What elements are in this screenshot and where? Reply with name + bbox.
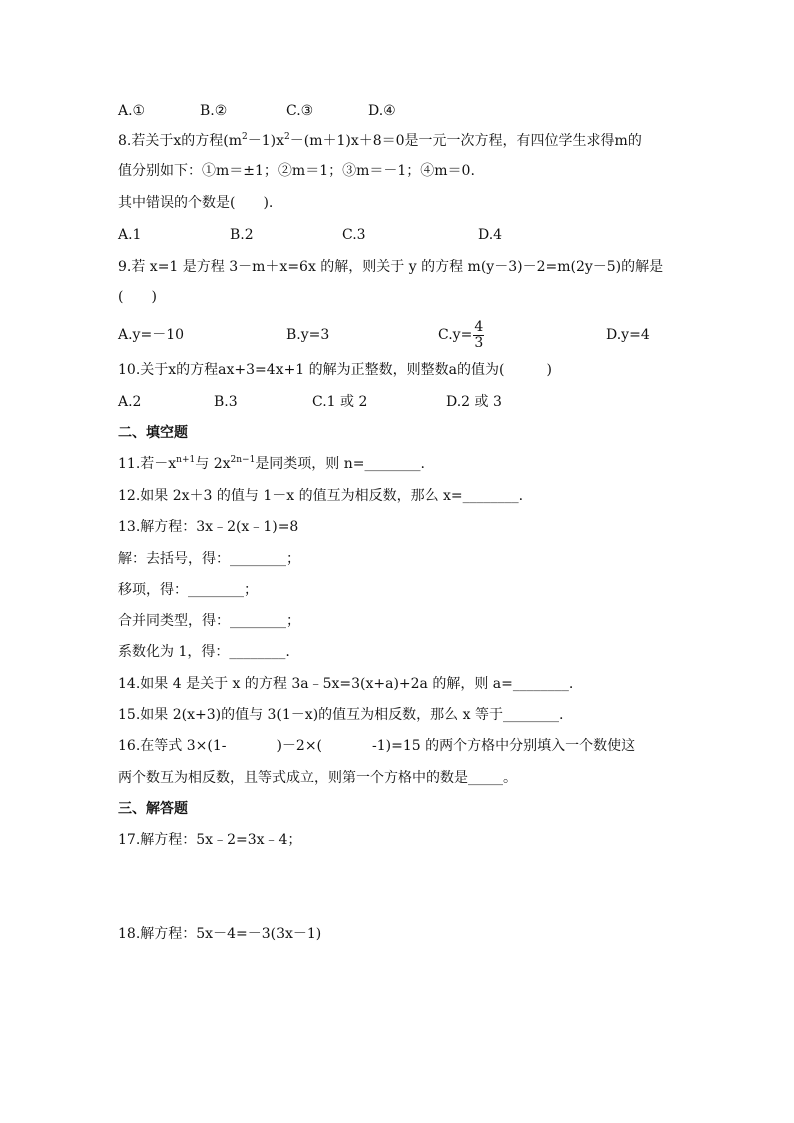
q9-option-b: B.y=3 bbox=[286, 327, 330, 343]
q8-text-c: －(m＋1)x＋8＝0是一元一次方程，有四位学生求得m的 bbox=[289, 133, 642, 149]
q14-line: 14.如果 4 是关于 x 的方程 3a﹣5x=3(x+a)+2a 的解，则 a=________. bbox=[118, 676, 574, 692]
fraction-numerator: 4 bbox=[474, 318, 484, 335]
q16-text-b: )－2×( bbox=[276, 738, 323, 754]
q10-option-a: A.2 bbox=[118, 394, 142, 410]
q13-line-3: 移项，得：________； bbox=[118, 582, 258, 598]
q11-sup-2: 2n−1 bbox=[230, 455, 256, 465]
q13-line-4: 合并同类型，得：________； bbox=[118, 613, 300, 629]
q13-line-2: 解：去括号，得：________； bbox=[118, 551, 300, 567]
q8-option-d: D.4 bbox=[478, 227, 503, 243]
q11-text-b: 与 2x bbox=[195, 456, 231, 472]
q7-option-c: C.③ bbox=[286, 103, 314, 119]
q11-text-a: 11.若－x bbox=[118, 456, 177, 472]
q8-text-b: －1)x bbox=[247, 133, 284, 149]
q13-line-5: 系数化为 1，得：________. bbox=[118, 644, 290, 660]
q8-sup-1: 2 bbox=[242, 132, 248, 142]
q9-option-a: A.y=－10 bbox=[118, 327, 185, 343]
q8-text-a: 8.若关于x的方程(m bbox=[118, 133, 242, 149]
q7-option-b: B.② bbox=[200, 103, 228, 119]
q10-line-1: 10.关于x的方程ax+3=4x+1 的解为正整数，则整数a的值为( ) bbox=[118, 362, 552, 378]
q8-option-a: A.1 bbox=[118, 227, 142, 243]
q9-option-d: D.y=4 bbox=[606, 327, 650, 343]
q16-text-c: -1)=15 的两个方格中分别填入一个数使这 bbox=[372, 738, 636, 754]
q16-line-1 bbox=[118, 736, 635, 756]
q16-line-2: 两个数互为相反数，且等式成立，则第一个方格中的数是_____。 bbox=[118, 770, 517, 786]
q18-line: 18.解方程：5x－4=－3(3x－1) bbox=[118, 926, 322, 942]
q7-option-d: D.④ bbox=[368, 103, 396, 119]
q10-option-c: C.1 或 2 bbox=[312, 394, 368, 410]
q17-line: 17.解方程：5x﹣2=3x﹣4； bbox=[118, 832, 302, 848]
q9-option-c-label: C.y= bbox=[438, 327, 473, 343]
q12-line: 12.如果 2x＋3 的值与 1－x 的值互为相反数，那么 x=________. bbox=[118, 488, 524, 504]
q11-text-c: 是同类项，则 n=________. bbox=[255, 456, 425, 472]
q9-line-1: 9.若 x=1 是方程 3－m＋x=6x 的解，则关于 y 的方程 m(y－3)－2=m(2y－5)的解是 bbox=[118, 259, 664, 275]
q11-line bbox=[118, 454, 425, 474]
q9-option-c-fraction bbox=[473, 320, 484, 351]
q11-sup-1: n+1 bbox=[176, 455, 196, 465]
q13-line-1: 13.解方程：3x﹣2(x﹣1)=8 bbox=[118, 519, 299, 535]
section-heading-fill-in: 二、填空题 bbox=[118, 425, 188, 441]
q16-text-a: 16.在等式 3×(1- bbox=[118, 738, 227, 754]
q9-option-c bbox=[438, 314, 484, 356]
q9-line-2: ( ) bbox=[118, 289, 157, 305]
q7-option-a: A.① bbox=[118, 103, 146, 119]
q15-line: 15.如果 2(x+3)的值与 3(1－x)的值互为相反数，那么 x 等于________. bbox=[118, 707, 564, 723]
q10-option-d: D.2 或 3 bbox=[446, 394, 502, 410]
q10-option-b: B.3 bbox=[214, 394, 238, 410]
fraction-denominator: 3 bbox=[474, 334, 484, 351]
q8-line-3: 其中错误的个数是( ). bbox=[118, 195, 274, 211]
q8-line-2: 值分别如下：①m＝±1；②m＝1；③m＝－1；④m＝0. bbox=[118, 163, 475, 179]
q8-sup-2: 2 bbox=[284, 132, 290, 142]
q8-line-1 bbox=[118, 131, 642, 151]
q8-option-c: C.3 bbox=[342, 227, 366, 243]
q8-option-b: B.2 bbox=[230, 227, 254, 243]
section-heading-answer: 三、解答题 bbox=[118, 801, 188, 817]
